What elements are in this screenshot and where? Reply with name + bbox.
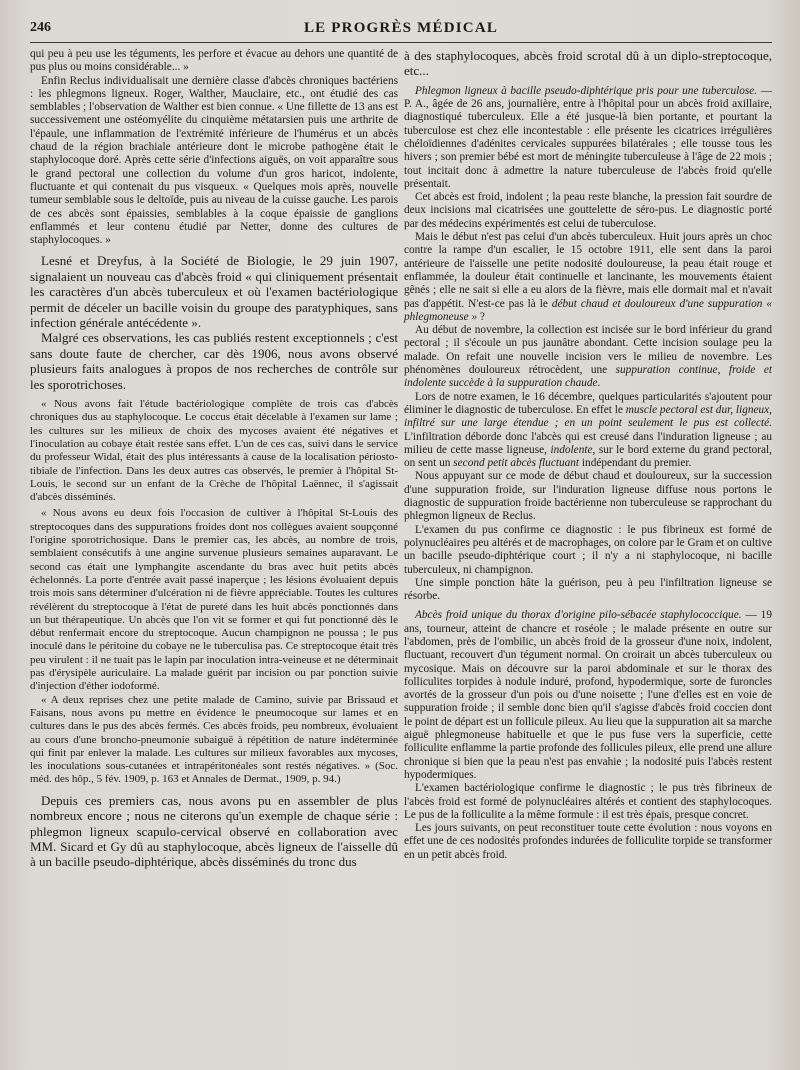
emphasis: suppuration continue, froide et indolente succède à la suppuration chaude.: [404, 364, 772, 390]
journal-title: LE PROGRÈS MÉDICAL: [303, 20, 499, 36]
observation-text: — 19 ans, tourneur, atteint de chancre et roséole ; le malade présente en outre sur l'abdomen, près de l'ombilic, un abcès froid de la grosseur d'une noix, indolent, fluctuant, recouvert d'un tégument normal. On croirait un abcès tuberculeux ou mycosique. Mais on découvre sur la paroi abdominale et sur le thorax des folliculites torpides à nodule induré, profond, hypodermique, sorte de furoncles avortés de la grosseur d'un pois ou d'une noisette ; l'une d'elles est en voie de suppuration froide ; il semble donc bien qu'il s'agisse d'abcès froid coccien dont le point de départ est un follicule pileux. Au lieu que la suppuration ait sa marche aiguë phlegmoneuse habituelle et que le pus fuse vers la superficie, cette folliculite enflamme la partie profonde des follicules pileux, elle prend une allure chronique si bien que la peau n'est pas envahie ; la nodosité puis l'abcès restent hypodermiques.: [404, 609, 772, 781]
paragraph: Depuis ces premiers cas, nous avons pu en assembler de plus nombreux encore ; nous ne citerons qu'un exemple de chaque série : phlegmon ligneux scapulo-cervical observé en collaboration avec MM. Sicard et Gy dû au staphylocoque, abcès ligneux de l'aisselle dû à un bacille pseudo-diphtérique, abcès disséminés du tronc dus: [30, 792, 398, 870]
right-column: [404, 48, 772, 870]
observation-1: [404, 85, 772, 191]
quote-paragraph: « Nous avons fait l'étude bactériologique complète de trois cas d'abcès chroniques dus au staphylocoque. Le coccus était décelable à l'examen sur lame ; les cultures sur les milieux de choix des mycoses avaient été négatives et l'inoculation au cobaye était restée sans effet. L'un de ces cas, suivi dans le service du professeur Widal, était des plus intéressants à cause de la localisation périosto-tibiale de l'infection. Dans les deux autres cas observés, le premier à l'hôpital St-Louis, le second sur un enfant de la Crèche de l'hôpital Laënnec, il s'agissait d'abcès disséminés.: [30, 398, 398, 504]
paragraph: Malgré ces observations, les cas publiés restent exceptionnels ; c'est sans doute faute de chercher, car dès 1906, nous avons observé plusieurs faits analogues à propos de nos recherches de contrôle sur les sporotrichoses.: [30, 330, 398, 392]
quote-paragraph: « Nous avons eu deux fois l'occasion de cultiver à l'hôpital St-Louis des streptocoques dans des suppurations froides dont nos collègues avaient soupçonné l'origine sporotrichosique. Dans le premier cas, les abcès, au nombre de trois, semblaient consécutifs à une angine survenue plusieurs semaines auparavant. Le second cas était une lymphangite ascendante du bras avec huit petits abcès échelonnés. La porte d'entrée avait passé inaperçue ; les lésions évoluaient depuis trois mois sans déterminer d'ulcération ni de fièvre appréciable. Toutes les cultures révélèrent du streptocoque à l'état de pureté dans les huit abcès ponctionnés dans un but thérapeutique. Un abcès que l'on vit se former et qui fut ponctionné dès le début renfermait encore du streptocoque. Aucun champignon ne poussa ; le pus inoculé dans le péritoine du cobaye ne le tuberculisa pas. Ce streptocoque était très peu virulent : il ne tuait pas le lapin par inoculation intra-veineuse et ne déterminait pas d'érysipèle auriculaire. La malade guérit par incision ou par ponction suivie d'injection d'éther iodoformé.: [30, 507, 398, 693]
emphasis: indolente: [550, 443, 593, 456]
paragraph: qui peu à peu use les téguments, les perfore et évacue au dehors une quantité de pus plus ou moins considérable... »: [30, 48, 398, 74]
emphasis: muscle pectoral est dur, ligneux, infiltré sur une large étendue ; en un point seulement le pus est collecté.: [404, 403, 772, 430]
paragraph: Nous appuyant sur ce mode de début chaud et douloureux, sur la succession d'une suppuration froide, sur l'induration ligneuse diffuse nous portons le diagnostic de suppuration froide bactérienne non tuberculeuse se rapprochant du phlegmon ligneux de Reclus.: [404, 470, 772, 523]
paragraph: Lors de notre examen, le 16 décembre, quelques particularités s'ajoutent pour éliminer le diagnostic de tuberculose. En effet le muscle pectoral est dur, ligneux, infiltré sur une large étendue ; en un point seulement le pus est collecté. L'infiltration déborde donc l'abcès qui est creusé dans l'induration ligneuse ; au milieu de cette masse ligneuse, indolente, sur le bord externe du grand pectoral, on sent un second petit abcès fluctuant indépendant du premier.: [404, 390, 772, 470]
paragraph: Lesné et Dreyfus, à la Société de Biologie, le 29 juin 1907, signalaient un nouveau cas d'abcès froid « qui cliniquement présentait les caractères d'un abcès tuberculeux et où l'examen bactériologique permit de déceler un bacille voisin du groupe des paratyphiques, sans infection générale antécédente ».: [30, 253, 398, 331]
paragraph: Au début de novembre, la collection est incisée sur le bord inférieur du grand pectoral ; il s'écoule un pus jaunâtre abondant. Cette incision soulage peu la malade. On refait une nouvelle incision vers le milieu de novembre. Les phénomènes douloureux rétrocèdent, une suppuration continue, froide et indolente succède à la suppuration chaude.: [404, 324, 772, 390]
text-columns: [30, 48, 772, 870]
emphasis: second petit abcès fluctuant: [453, 457, 580, 470]
observation-text: — P. A., âgée de 26 ans, journalière, entre à l'hôpital pour un abcès froid axillaire, diagnostiqué tuberculeux. Elle a été jusque-là bien portante, et pourtant la tuberculose est chez elle incontestable : elle présente les cicatrices irrégulières chéloïdiennes d'adénites cervicales suppurées bilatérales ; elle tousse tous les hivers ; son premier bébé est mort de méningite tuberculeuse à l'âge de 22 mois ; tout incitait donc à admettre la nature tuberculeuse de l'abcès froid qu'elle présentait.: [404, 84, 772, 190]
paragraph: Enfin Reclus individualisait une dernière classe d'abcès chroniques bactériens : les phlegmons ligneux. Roger, Walther, Mauclaire, etc., ont étudié des cas semblables ; l'observation de Walther est bien connue. « Une fillette de 13 ans est successivement une ostéomyélite du cinquième métatarsien puis une arthrite de l'épaule, une inflammation de l'extrémité inférieure de l'humérus et un abcès chaud de la région brachiale antérieure dont le microbe pathogène était le staphylocoque doré. Après cette série d'infections aiguës, on voit apparaître sous le grand pectoral une collection du volume d'un gros haricot, indolente, fluctuante et qui contenait du pus visqueux. « Quelques mois après, nouvelle tumeur semblable sous le deltoïde, puis au niveau de la cuisse gauche. Les parois de ces abcès sont épaissies, semblables à la coque épaissie de ganglions enflammés et leur contenu étudié par Netter, donne des cultures de staphylocoques. »: [30, 74, 398, 247]
observation-title: Phlegmon ligneux à bacille pseudo-diphtérique pris pour une tuberculose.: [415, 84, 758, 97]
observation-2: [404, 609, 772, 782]
left-column: [30, 48, 398, 870]
paragraph: L'examen bactériologique confirme le diagnostic ; le pus très fibrineux de l'abcès froid est formé de polynucléaires altérés et contient des staphylocoques. Le pus de la folliculite a la même formule : il est très épais, presque concret.: [404, 782, 772, 821]
page-header: [30, 18, 772, 43]
paragraph: Cet abcès est froid, indolent ; la peau reste blanche, la pression fait sourdre de deux incisions mal cicatrisées une gouttelette de séro-pus. Le diagnostic porté par des médecins expérimentés est celui de tuberculose.: [404, 191, 772, 230]
page-number: 246: [30, 20, 51, 35]
observation-title: Abcès froid unique du thorax d'origine pilo-sébacée staphylococcique.: [415, 609, 742, 622]
paragraph: à des staphylocoques, abcès froid scrotal dû à un diplo-streptocoque, etc...: [404, 48, 772, 79]
paragraph: Une simple ponction hâte la guérison, peu à peu l'infiltration ligneuse se résorbe.: [404, 576, 772, 603]
quote-paragraph: « A deux reprises chez une petite malade de Camino, suivie par Brissaud et Faisans, nous avons pu mettre en évidence le pneumocoque sur lames et en cultures dans le pus des abcès fermés. Ces abcès froids, peu nombreux, évoluaient au cours d'une broncho-pneumonie subaiguë à répétition de nature indéterminée qui finit par enlever la malade. Les cultures sur milieux favorables aux mycoses, les inoculations sous-cutanées et intrapéritonéales sont restés négatives. » (Soc. méd. des hôp., 5 fév. 1909, p. 163 et Annales de Dermat., 1909, p. 94.): [30, 693, 398, 786]
paragraph: Les jours suivants, on peut reconstituer toute cette évolution : nous voyons en effet une de ces nodosités profondes indurées de folliculite torpide se transformer en un petit abcès froid.: [404, 822, 772, 861]
paragraph: Mais le début n'est pas celui d'un abcès tuberculeux. Huit jours après un choc contre la rampe d'un escalier, le 15 octobre 1911, elle sent dans la paroi antérieure de l'aisselle une petite nodosité douloureuse, la peau était rouge et enflammée, la douleur était continuelle et lancinante, les mouvements étaient gênés ; elle ne sait si elle a eu alors de la fièvre, mais elle dormait mal et n'avait pas d'appétit. N'est-ce pas là le début chaud et douloureux d'une suppuration « phlegmoneuse » ?: [404, 231, 772, 323]
emphasis: début chaud et douloureux d'une suppuration « phlegmoneuse »: [404, 297, 772, 323]
paragraph: L'examen du pus confirme ce diagnostic : le pus fibrineux est formé de polynucléaires peu altérés et de macrophages, on colore par le Gram et on cultive un bacille pseudo-diphtérique court ; il n'y a ni staphylocoque, ni bacille tuberculeux, ni champignon.: [404, 523, 772, 576]
